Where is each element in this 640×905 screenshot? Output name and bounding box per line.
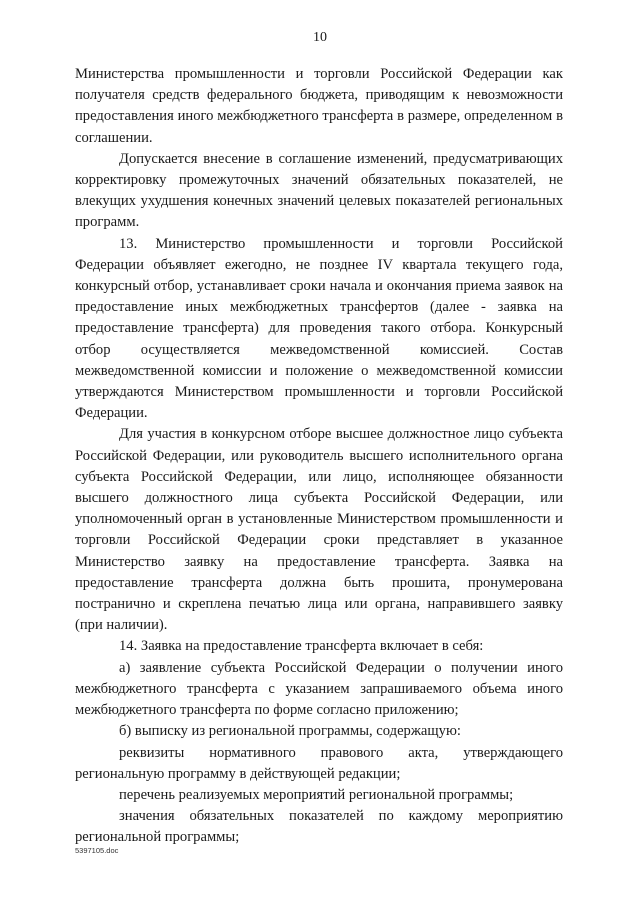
- paragraph-ministry-recipient: Министерства промышленности и торговли Российской Федерации как получателя средств федерального бюджета, приводящим к невозможности предоставления иного межбюджетного трансферта в размере, определенном в соглашении.: [75, 66, 563, 146]
- list-item-b: б) выписку из региональной программы, содержащую:: [119, 723, 461, 740]
- paragraph-participation: Для участия в конкурсном отборе высшее должностное лицо субъекта Российской Федерации, или руководитель высшего исполнительного органа субъекта Российской Федерации, или лицо, исполняющее обязанности высшего должностного лица субъекта Российской Федерации, или уполномоченный орган в установленные Министерством промышленности и торговли Российской Федерации сроки представляет в указанное Министерство заявку на предоставление трансферта. Заявка на предоставление трансферта должна быть прошита, пронумерована постранично и скреплена печатью лица или органа, направившего заявку (при наличии).: [75, 426, 563, 634]
- document-file-name: 5397105.doc: [75, 846, 119, 855]
- page-number: 10: [313, 30, 327, 45]
- sub-item-requisites: реквизиты нормативного правового акта, утверждающего региональную программу в действующей редакции;: [75, 744, 563, 782]
- sub-item-measures-list: перечень реализуемых мероприятий региональной программы;: [119, 786, 514, 803]
- paragraph-13-competitive-selection: 13. Министерство промышленности и торговли Российской Федерации объявляет ежегодно, не позднее IV квартала текущего года, конкурсный отбор, устанавливает сроки начала и окончания приема заявок на предоставление иных межбюджетных трансфертов (далее - заявка на предоставление трансферта) для проведения такого отбора. Конкурсный отбор осуществляется межведомственной комиссией. Состав межведомственной комиссии и положение о межведомственной комиссии утверждаются Министерством промышленности и торговли Российской Федерации.: [75, 235, 563, 422]
- list-item-a: а) заявление субъекта Российской Федерации о получении иного межбюджетного трансферта с указанием запрашиваемого объема иного межбюджетного трансферта по форме согласно приложению;: [75, 659, 563, 719]
- paragraph-14-application: 14. Заявка на предоставление трансферта включает в себя:: [119, 638, 484, 655]
- paragraph-agreement-changes: Допускается внесение в соглашение изменений, предусматривающих корректировку промежуточных значений обязательных показателей, не влекущих ухудшения конечных значений целевых показателей региональных программ.: [75, 150, 563, 231]
- sub-item-indicator-values: значения обязательных показателей по каждому мероприятию региональной программы;: [75, 808, 563, 846]
- document-body: [75, 64, 563, 849]
